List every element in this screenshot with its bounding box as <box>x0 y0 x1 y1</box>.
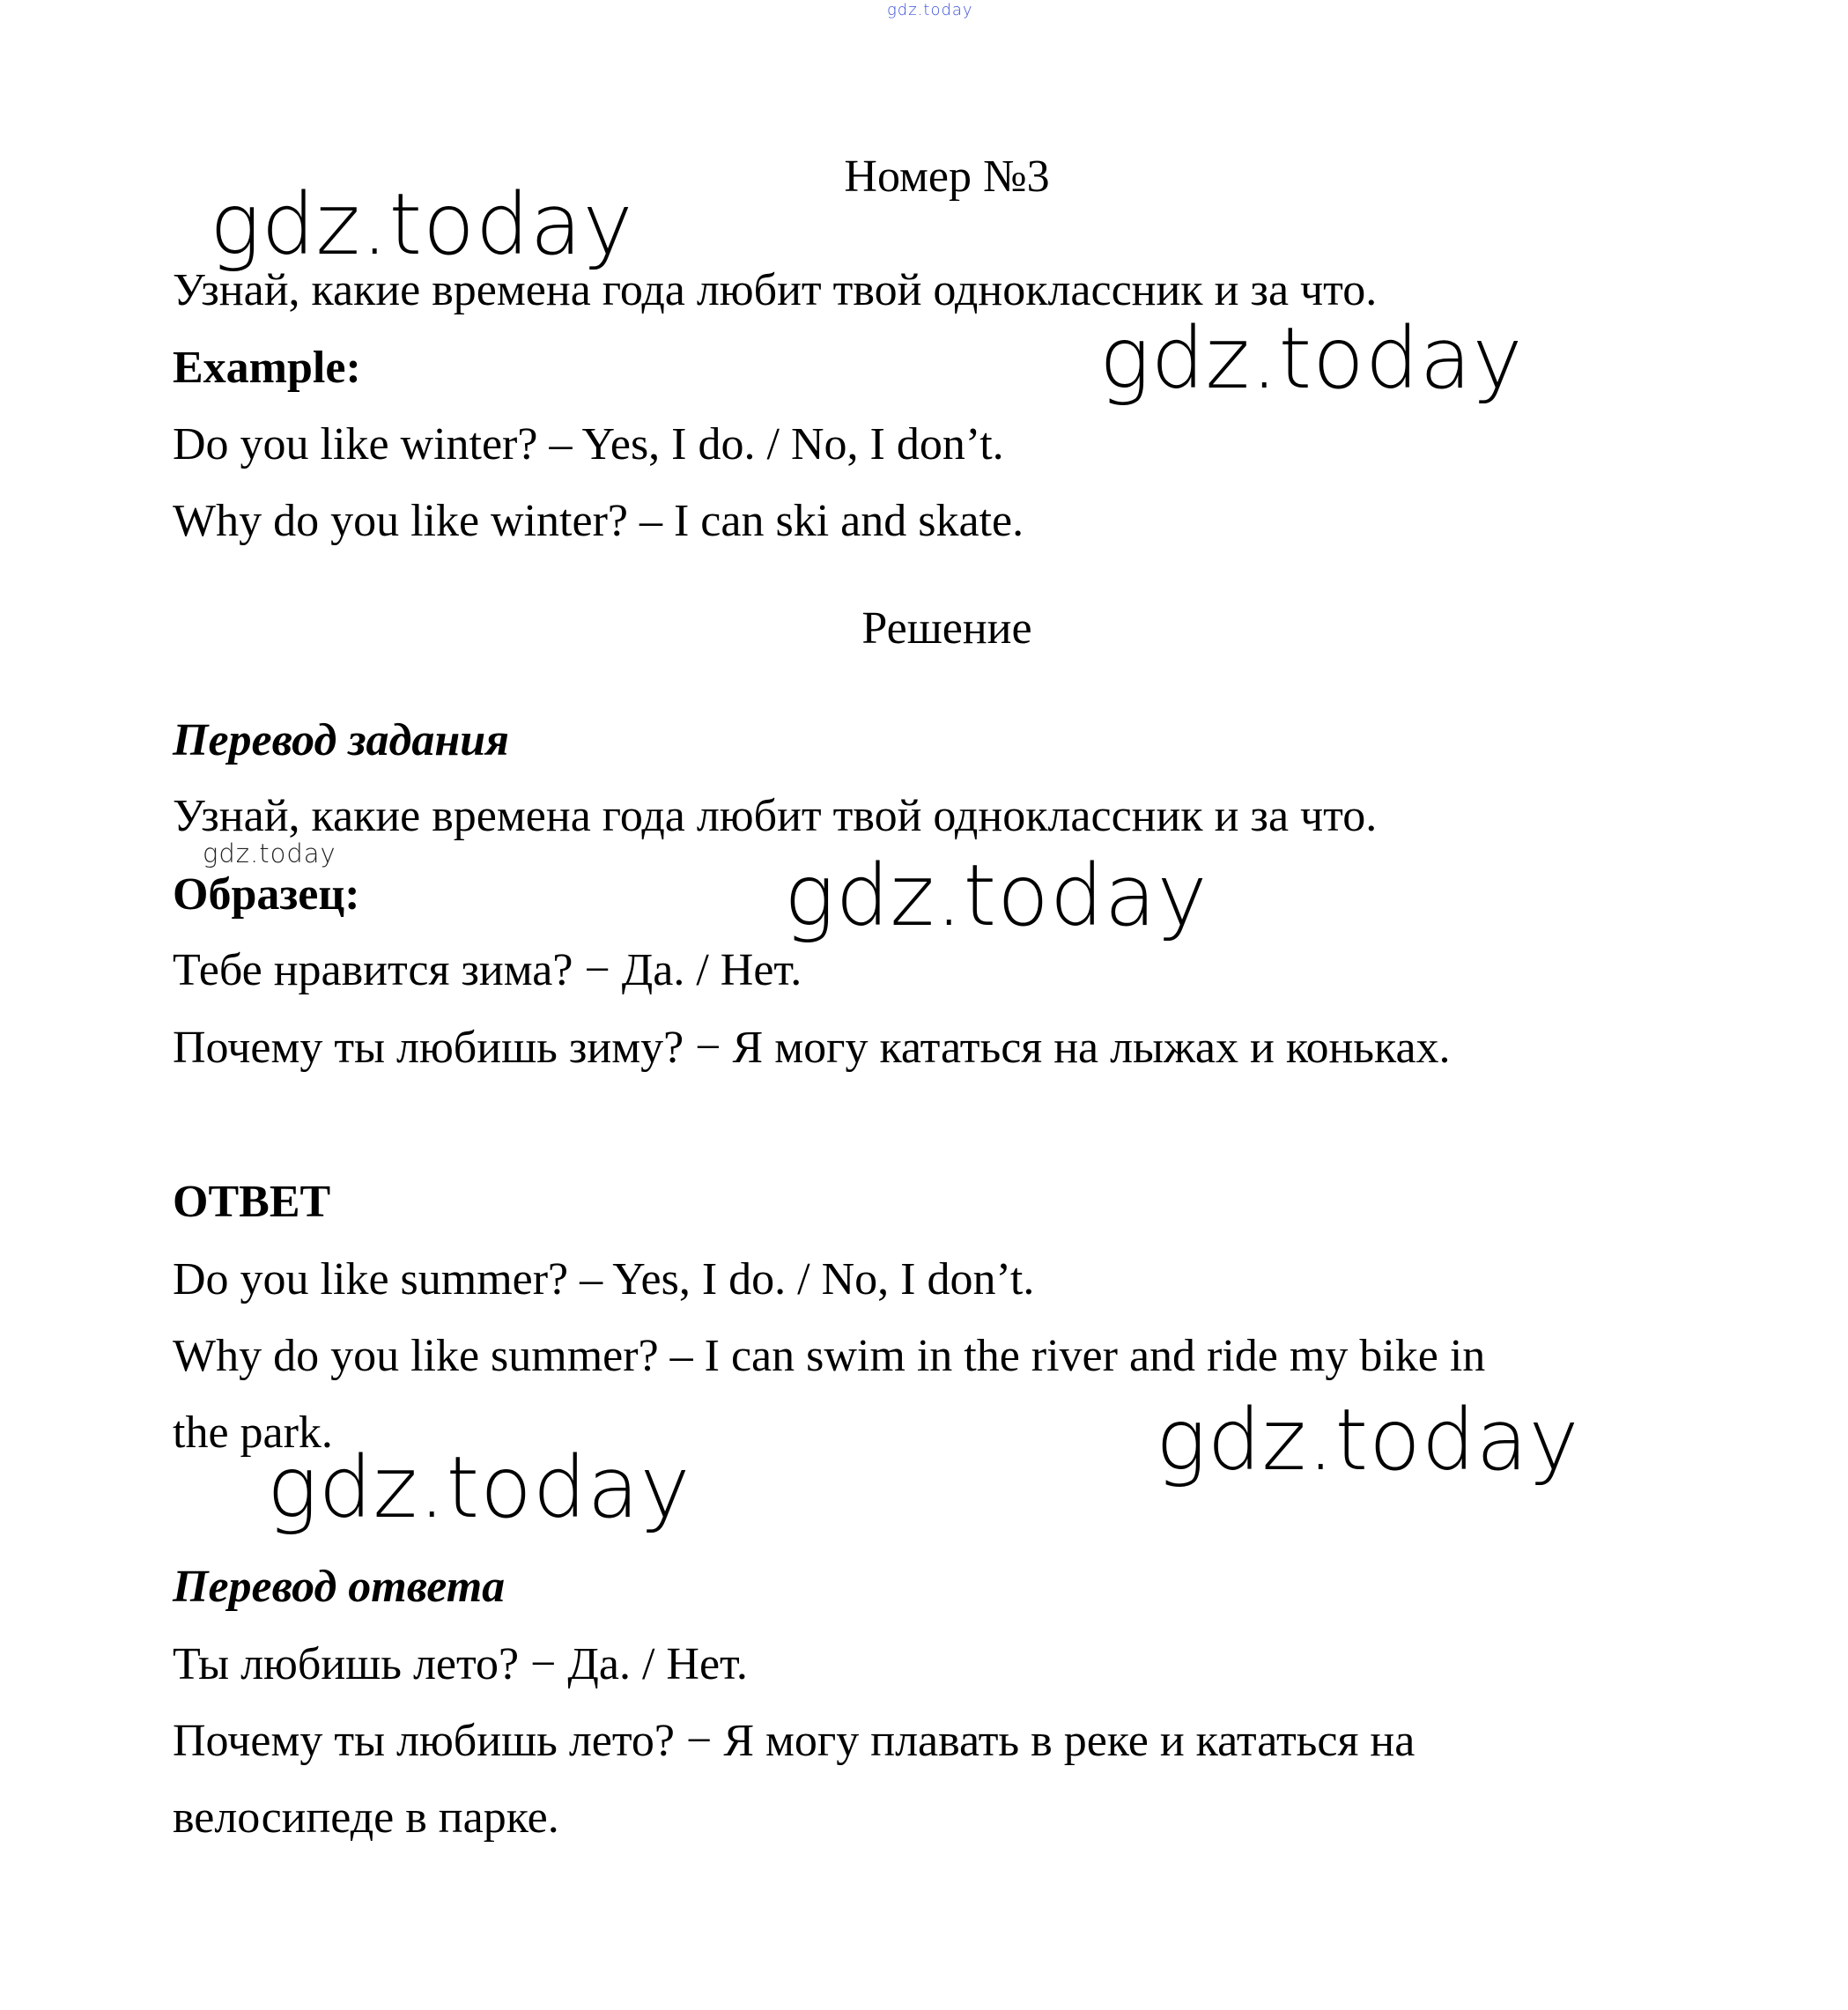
example-label: Example: <box>173 343 361 393</box>
answer-translation-label: Перевод ответа <box>173 1562 506 1612</box>
sample-line-2: Почему ты любишь зиму? − Я могу кататься на лыжах и коньках. <box>173 1023 1451 1073</box>
sample-label: Образец: <box>173 869 360 920</box>
example-line-2: Why do you like winter? – I can ski and skate. <box>173 496 1024 546</box>
answer-translation-line-2: Почему ты любишь лето? − Я могу плавать в реке и кататься на <box>173 1716 1416 1766</box>
answer-line-1: Do you like summer? – Yes, I do. / No, I don’t. <box>173 1254 1035 1304</box>
watermark-1: gdz.today <box>210 175 634 274</box>
example-line-1: Do you like winter? – Yes, I do. / No, I don’t. <box>173 419 1004 469</box>
answer-translation-line-3: велосипеде в парке. <box>173 1792 559 1843</box>
sample-line-1: Тебе нравится зима? − Да. / Нет. <box>173 945 802 995</box>
watermark-2: gdz.today <box>1099 309 1524 408</box>
watermark-4: gdz.today <box>1156 1391 1580 1489</box>
answer-translation-line-1: Ты любишь лето? − Да. / Нет. <box>173 1639 748 1689</box>
answer-label: ОТВЕТ <box>173 1177 331 1227</box>
translation-instruction: Узнай, какие времена года любит твой одноклассник и за что. <box>173 791 1378 841</box>
answer-line-2: Why do you like summer? – I can swim in the river and ride my bike in <box>173 1331 1486 1381</box>
task-instruction: Узнай, какие времена года любит твой одноклассник и за что. <box>173 265 1378 315</box>
watermark-small: gdz.today <box>203 839 336 868</box>
solution-heading: Решение <box>861 603 1032 654</box>
translation-label: Перевод задания <box>173 715 509 765</box>
watermark-3: gdz.today <box>784 846 1209 945</box>
watermark-5: gdz.today <box>267 1438 691 1537</box>
watermark-top: gdz.today <box>887 1 973 19</box>
task-heading: Номер №3 <box>844 151 1050 202</box>
answer-line-3: the park. <box>173 1408 333 1458</box>
